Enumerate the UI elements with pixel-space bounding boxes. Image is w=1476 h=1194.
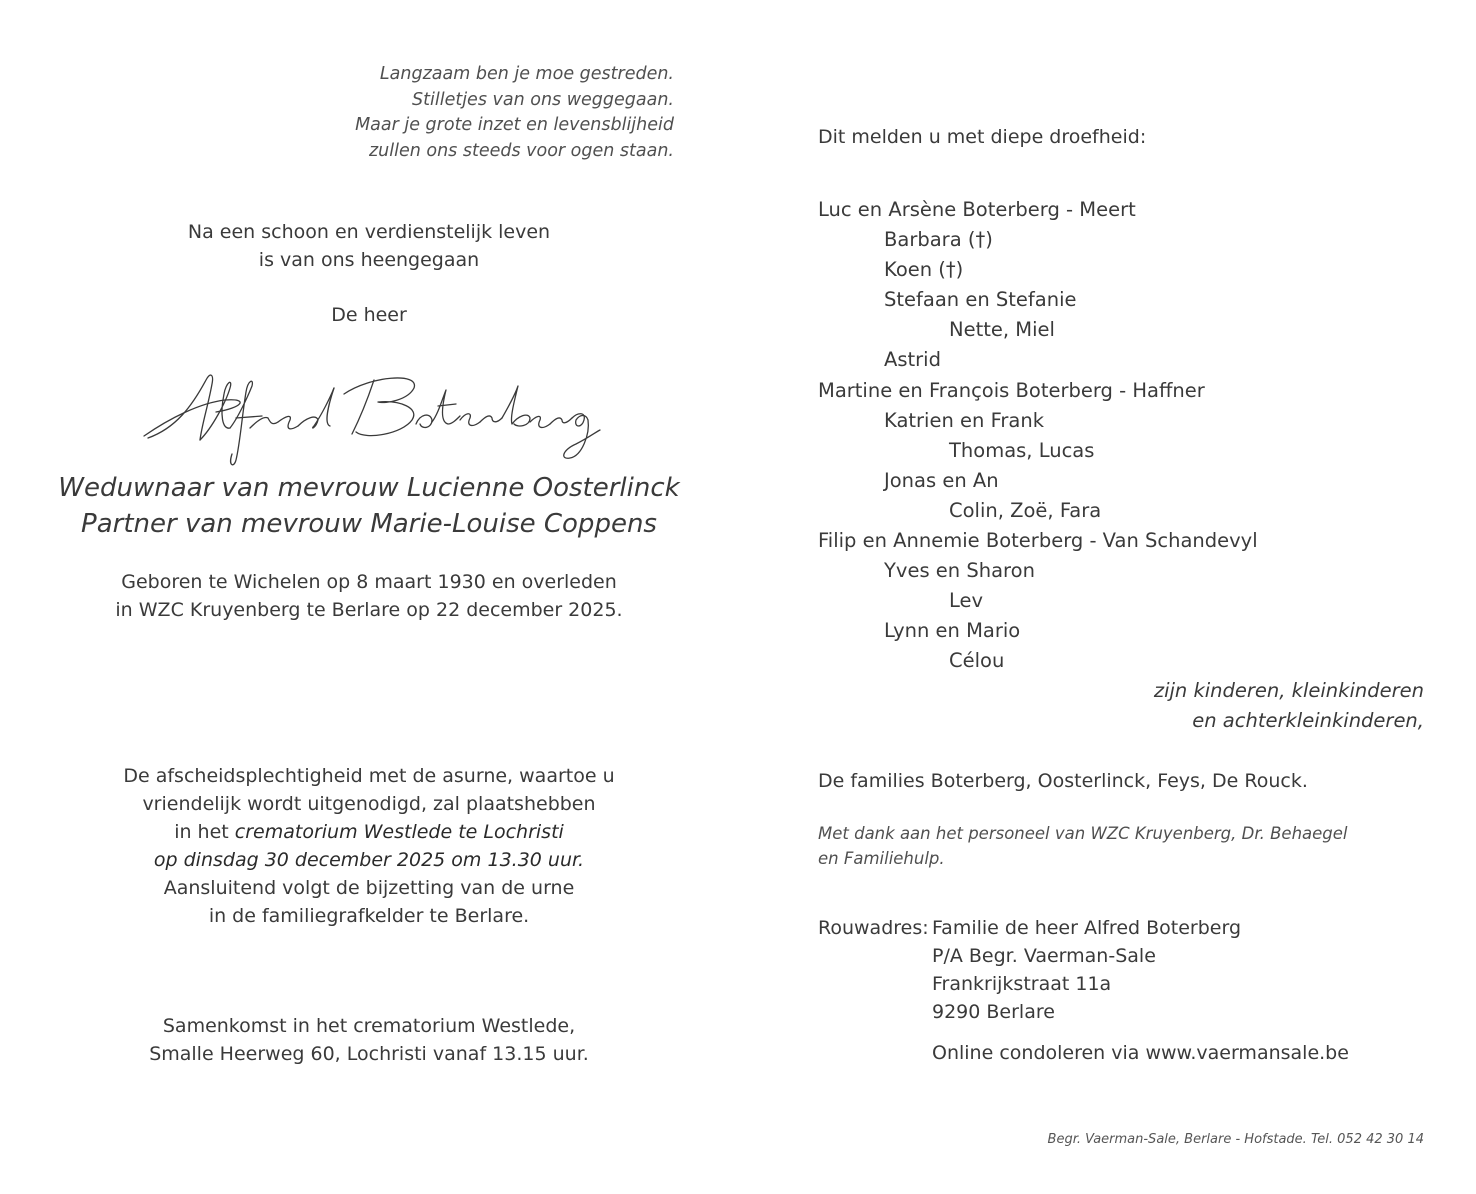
family-member: Filip en Annemie Boterberg - Van Schandevyl [818, 529, 1258, 553]
address-line: Familie de heer Alfred Boterberg [932, 917, 1242, 939]
address-line: P/A Begr. Vaerman-Sale [932, 945, 1156, 967]
descendants-note [1000, 676, 1424, 736]
relation-line: Weduwnaar van mevrouw Lucienne Oosterlinck [58, 473, 680, 503]
family-member: Koen (†) [884, 258, 964, 282]
address-label: Rouwadres: [818, 917, 929, 939]
gathering-info [80, 1012, 658, 1068]
footer-credit: Begr. Vaerman-Sale, Berlare - Hofstade. Tel. 052 42 30 14 [1047, 1132, 1424, 1147]
ceremony-place: crematorium Westlede te Lochristi [234, 821, 564, 843]
family-member: Célou [949, 649, 1005, 673]
birth-line: Geboren te Wichelen op 8 maart 1930 en overleden [121, 571, 617, 593]
family-member: Jonas en An [884, 468, 999, 492]
family-member: Katrien en Frank [884, 408, 1044, 432]
gathering-line: Samenkomst in het crematorium Westlede, [162, 1015, 576, 1037]
family-member: Astrid [884, 348, 941, 372]
poem [300, 62, 674, 164]
descendants-line: zijn kinderen, kleinkinderen [1153, 679, 1424, 702]
ceremony-prefix: in het [174, 821, 235, 843]
announcement: Dit melden u met diepe droefheid: [818, 126, 1147, 148]
family-member: Yves en Sharon [884, 559, 1035, 583]
ceremony-line: De afscheidsplechtigheid met de asurne, waartoe u [123, 765, 615, 787]
online-condolence: Online condoleren via www.vaermansale.be [932, 1042, 1349, 1064]
address-lines [932, 914, 1241, 1026]
relation-line: Partner van mevrouw Marie-Louise Coppens [81, 509, 657, 539]
deceased-name-signature [130, 358, 608, 468]
family-member: Martine en François Boterberg - Haffner [818, 378, 1205, 402]
ceremony-datetime: op dinsdag 30 december 2025 om 13.30 uur. [153, 849, 585, 871]
address-line: Frankrijkstraat 11a [932, 973, 1112, 995]
family-list [818, 195, 1438, 677]
family-member: Lev [949, 589, 984, 613]
ceremony-line: in de familiegrafkelder te Berlare. [208, 905, 530, 927]
family-member: Lynn en Mario [884, 619, 1021, 643]
family-member: Thomas, Lucas [949, 438, 1095, 462]
birth-line: in WZC Kruyenberg te Berlare op 22 december 2025. [115, 599, 623, 621]
thanks-line: Met dank aan het personeel van WZC Kruyenberg, Dr. Behaegel [818, 824, 1348, 843]
families-line: De families Boterberg, Oosterlinck, Feys, De Rouck. [818, 770, 1308, 792]
ceremony-line [80, 818, 658, 846]
family-member: Colin, Zoë, Fara [949, 498, 1102, 522]
thanks-line: en Familiehulp. [818, 849, 945, 868]
ceremony-line: Aansluitend volgt de bijzetting van de urne [163, 877, 575, 899]
ceremony-line [80, 846, 658, 874]
ceremony-info [80, 762, 658, 930]
intro-line: is van ons heengegaan [258, 249, 480, 271]
poem-line: Maar je grote inzet en levensblijheid [355, 115, 674, 135]
relations [40, 470, 698, 542]
family-member: Stefaan en Stefanie [884, 288, 1077, 312]
birth-death-info [80, 568, 658, 624]
family-member: Nette, Miel [949, 318, 1055, 342]
poem-line: zullen ons steeds voor ogen staan. [368, 140, 674, 161]
family-member: Barbara (†) [884, 228, 993, 252]
thanks-note [818, 821, 1398, 871]
intro-text [130, 218, 608, 274]
poem-line: Langzaam ben je moe gestreden. [379, 64, 674, 84]
title-prefix: De heer [331, 304, 407, 326]
address-line: 9290 Berlare [932, 1001, 1055, 1023]
gathering-line: Smalle Heerweg 60, Lochristi vanaf 13.15 uur. [149, 1043, 589, 1065]
family-member: Luc en Arsène Boterberg - Meert [818, 198, 1136, 221]
poem-line: Stilletjes van ons weggegaan. [412, 89, 674, 110]
ceremony-line: vriendelijk wordt uitgenodigd, zal plaatshebben [142, 793, 596, 815]
intro-line: Na een schoon en verdienstelijk leven [187, 221, 551, 243]
descendants-line: en achterkleinkinderen, [1192, 709, 1424, 732]
